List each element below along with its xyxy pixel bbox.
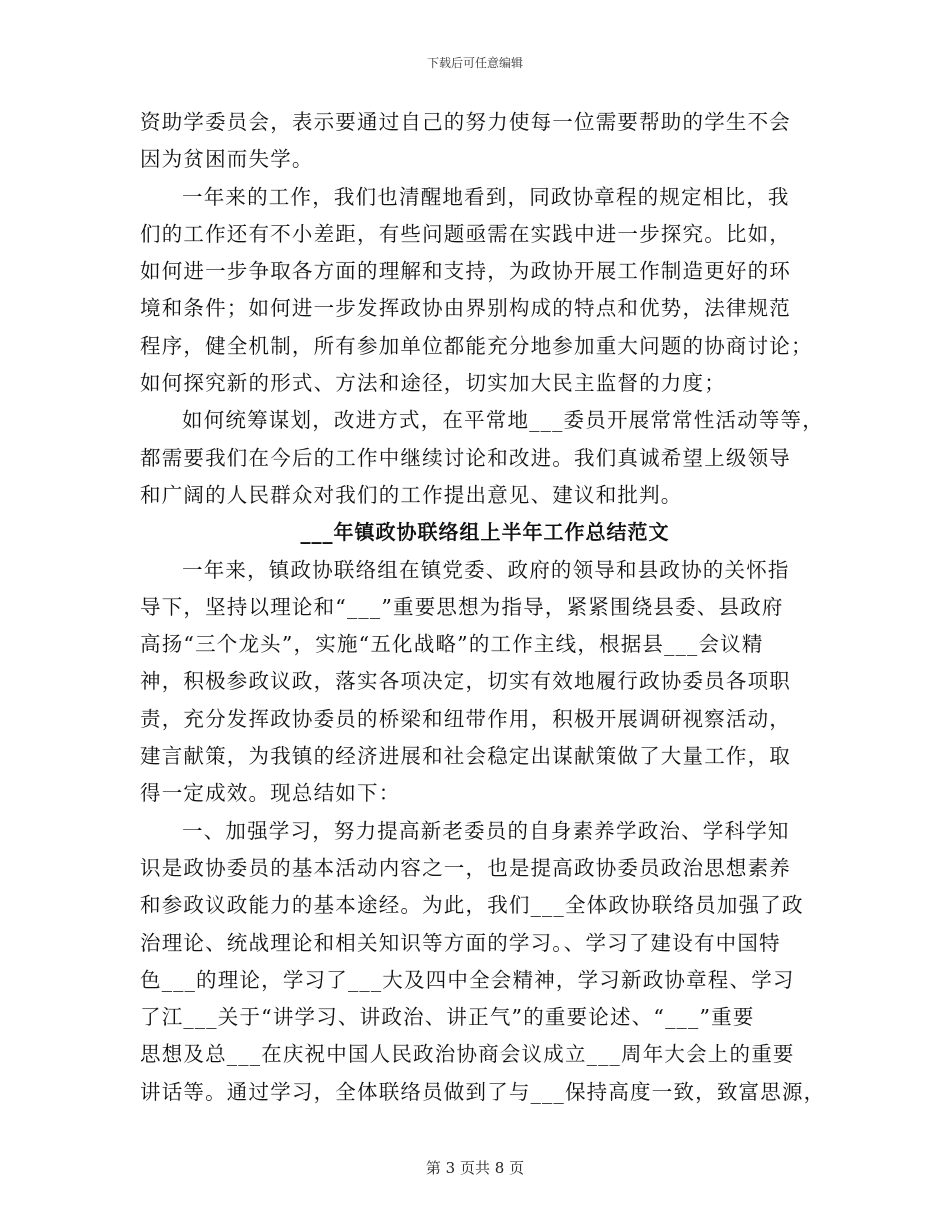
text-line: 建言献策，为我镇的经济进展和社会稳定出谋献策做了大量工作，取 bbox=[140, 744, 791, 769]
text-line: 如何进一步争取各方面的理解和支持，为政协开展工作制造更好的环 bbox=[140, 259, 791, 284]
section-title: ___年镇政协联络组上半年工作总结范文 bbox=[300, 520, 670, 545]
text-line: 一、加强学习，努力提高新老委员的自身素养学政治、学科学知 bbox=[182, 818, 790, 843]
text-line: 一年来的工作，我们也清醒地看到，同政协章程的规定相比，我 bbox=[182, 184, 790, 209]
page-footer: 第 3 页共 8 页 bbox=[425, 1159, 525, 1177]
text-line: 思想及总___在庆祝中国人民政治协商会议成立___周年大会上的重要 bbox=[140, 1042, 795, 1067]
text-line: 导下，坚持以理论和“___”重要思想为指导，紧紧围绕县委、县政府 bbox=[140, 594, 784, 619]
text-line: 高扬“三个龙头”，实施“五化战略”的工作主线，根据县___会议精 bbox=[140, 632, 764, 657]
text-line: 境和条件；如何进一步发挥政协由界别构成的特点和优势，法律规范 bbox=[140, 296, 791, 321]
text-line: 因为贫困而失学。 bbox=[140, 147, 314, 172]
text-line: 们的工作还有不小差距，有些问题亟需在实践中进一步探究。比如， bbox=[140, 221, 791, 246]
text-line: 如何统筹谋划，改进方式，在平常地___委员开展常常性活动等等， bbox=[182, 408, 824, 433]
text-line: 治理论、统战理论和相关知识等方面的学习。、学习了建设有中国特 bbox=[140, 930, 781, 955]
text-line: 责，充分发挥政协委员的桥梁和纽带作用，积极开展调研视察活动， bbox=[140, 706, 791, 731]
text-line: 和广阔的人民群众对我们的工作提出意见、建议和批判。 bbox=[140, 482, 683, 507]
text-line: 和参政议政能力的基本途经。为此，我们___全体政协联络员加强了政 bbox=[140, 893, 804, 918]
page-header: 下载后可任意编辑 bbox=[426, 56, 523, 70]
text-line: 都需要我们在今后的工作中继续讨论和改进。我们真诚希望上级领导 bbox=[140, 445, 791, 470]
text-line: 得一定成效。现总结如下： bbox=[140, 781, 401, 806]
text-line: 神，积极参政议政，落实各项决定，切实有效地履行政协委员各项职 bbox=[140, 669, 791, 694]
text-line: 如何探究新的形式、方法和途径，切实加大民主监督的力度； bbox=[140, 371, 726, 396]
text-line: 资助学委员会，表示要通过自己的努力使每一位需要帮助的学生不会 bbox=[140, 110, 791, 134]
text-line: 程序，健全机制，所有参加单位都能充分地参加重大问题的协商讨论； bbox=[140, 333, 813, 358]
text-line: 识是政协委员的基本活动内容之一，也是提高政协委员政治思想素养 bbox=[140, 855, 791, 880]
document-body bbox=[140, 104, 830, 1111]
text-line: 讲话等。通过学习，全体联络员做到了与___保持高度一致，致富思源， bbox=[140, 1079, 826, 1104]
text-line: 色___的理论，学习了___大及四中全会精神，学习新政协章程、学习 bbox=[140, 967, 795, 992]
text-line: 一年来，镇政协联络组在镇党委、政府的领导和县政协的关怀指 bbox=[182, 557, 790, 582]
text-line: 了江___关于“讲学习、讲政治、讲正气”的重要论述、“___”重要 bbox=[140, 1005, 755, 1030]
